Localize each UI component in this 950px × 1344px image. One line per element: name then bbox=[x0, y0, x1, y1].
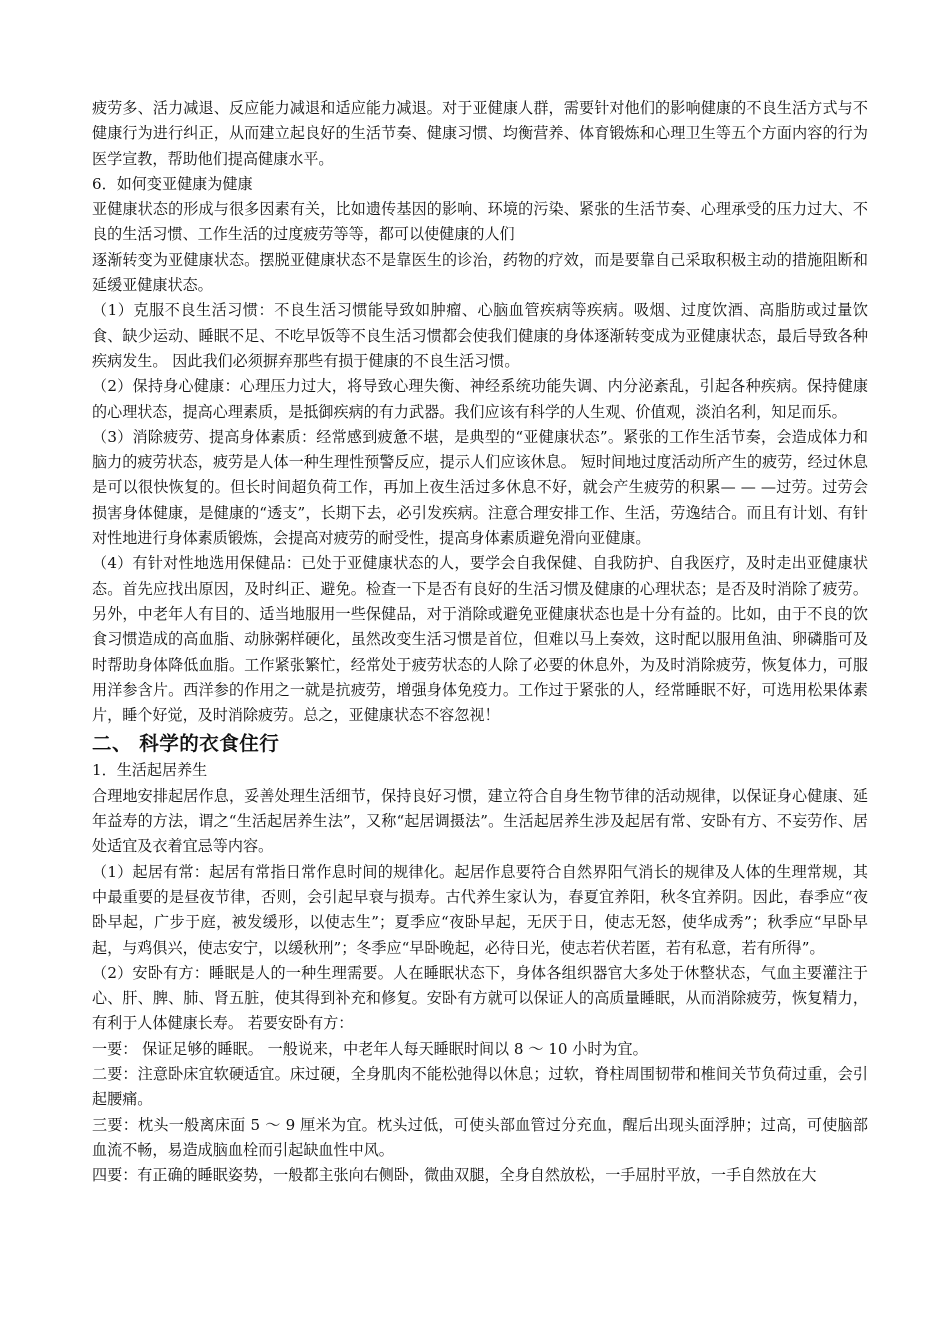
paragraph-causes-continued: 逐渐转变为亚健康状态。摆脱亚健康状态不是靠医生的诊治，药物的疗效，而是要靠自己采取积极主动的措施阻断和延缓亚健康状态。 bbox=[92, 250, 868, 295]
list-item-sleep-2: 二要：注意卧床宜软硬适宜。床过硬，全身肌肉不能松弛得以休息；过软，脊柱周围韧带和椎间关节负荷过重，会引起腰痛。 bbox=[92, 1064, 868, 1109]
paragraph-bad-habits: （1）克服不良生活习惯：不良生活习惯能导致如肿瘤、心脑血管疾病等疾病。吸烟、过度饮酒、高脂肪或过量饮食、缺少运动、睡眠不足、不吃早饭等不良生活习惯都会使我们健康的身体逐渐转变成为亚健康状态，最后导致各种疾病发生。 因此我们必须摒弃那些有损于健康的不良生活习惯。 bbox=[92, 301, 868, 370]
paragraph-regular-routine: （1）起居有常：起居有常指日常作息时间的规律化。起居作息要符合自然界阳气消长的规律及人体的生理常规，其中最重要的是昼夜节律，否则，会引起早衰与损寿。古代养生家认为，春夏宜养阳，秋冬宜养阴。因此，春季应“夜卧早起，广步于庭，被发缓形，以使志生”；夏季应“夜卧早起，无厌于日，使志无怒，使华成秀”；秋季应“早卧早起，与鸡俱兴，使志安宁，以缓秋刑”；冬季应“早卧晚起，必待日光，使志若伏若匿，若有私意，若有所得”。 bbox=[92, 862, 868, 957]
paragraph-daily-living-intro: 合理地安排起居作息，妥善处理生活细节，保持良好习惯，建立符合自身生物节律的活动规律，以保证身心健康、延年益寿的方法，谓之“生活起居养生法”，又称“起居调摄法”。生活起居养生涉及起居有常、安卧有方、不妄劳作、居处适宜及衣着宜忌等内容。 bbox=[92, 786, 868, 856]
paragraph-fatigue: （3）消除疲劳、提高身体素质：经常感到疲惫不堪，是典型的“亚健康状态”。紧张的工作生活节奏，会造成体力和脑力的疲劳状态，疲劳是人体一种生理性预警反应，提示人们应该休息。 短时间地过度活动所产生的疲劳，经过休息是可以很快恢复的。但长时间超负荷工作，再加上夜生活过多休息不好，就会产生疲劳的积累— — —过劳。过劳会损害身体健康，是健康的“透支”，长期下去，必引发疾病。注意合理安排工作、生活，劳逸结合。而且有计划、有针对性地进行身体素质锻炼，会提高对疲劳的耐受性，提高身体素质避免滑向亚健康。 bbox=[92, 427, 868, 548]
subheading-how-to-restore-health: 6．如何变亚健康为健康 bbox=[92, 174, 253, 193]
subheading-daily-living: 1．生活起居养生 bbox=[92, 761, 208, 780]
list-item-sleep-3: 三要：枕头一般离床面 5 ～ 9 厘米为宜。枕头过低，可使头部血管过分充血，醒后出现头面浮肿；过高，可使脑部血流不畅，易造成脑血栓而引起缺血性中风。 bbox=[92, 1115, 868, 1159]
list-item-sleep-1: 一要： 保证足够的睡眠。 一般说来，中老年人每天睡眠时间以 8 ～ 10 小时为宜。 bbox=[92, 1039, 648, 1058]
document-page bbox=[92, 96, 868, 1188]
section-heading: 二、 科学的衣食住行 bbox=[92, 732, 280, 756]
paragraph-mental-health: （2）保持身心健康：心理压力过大，将导致心理失衡、神经系统功能失调、内分泌紊乱，引起各种疾病。保持健康的心理状态，提高心理素质，是抵御疾病的有力武器。我们应该有科学的人生观、价值观，淡泊名利，知足而乐。 bbox=[92, 377, 868, 421]
paragraph-fatigue-intro: 疲劳多、活力减退、反应能力减退和适应能力减退。对于亚健康人群，需要针对他们的影响健康的不良生活方式与不健康行为进行纠正，从而建立起良好的生活节奏、健康习惯、均衡营养、体育锻炼和心理卫生等五个方面内容的行为医学宣教，帮助他们提高健康水平。 bbox=[92, 99, 868, 168]
paragraph-sleep: （2）安卧有方：睡眠是人的一种生理需要。人在睡眠状态下，身体各组织器官大多处于休整状态，气血主要灌注于心、肝、脾、肺、肾五脏，使其得到补充和修复。安卧有方就可以保证人的高质量睡眠，从而消除疲劳，恢复精力，有利于人体健康长寿。 若要安卧有方： bbox=[92, 963, 868, 1033]
list-item-sleep-4: 四要：有正确的睡眠姿势，一般都主张向右侧卧，微曲双腿，全身自然放松，一手屈肘平放，一手自然放在大 bbox=[92, 1166, 817, 1185]
paragraph-causes: 亚健康状态的形成与很多因素有关，比如遗传基因的影响、环境的污染、紧张的生活节奏、心理承受的压力过大、不良的生活习惯、工作生活的过度疲劳等等，都可以使健康的人们 bbox=[92, 200, 868, 244]
paragraph-supplements: （4）有针对性地选用保健品：已处于亚健康状态的人，要学会自我保健、自我防护、自我医疗，及时走出亚健康状态。首先应找出原因，及时纠正、避免。检查一下是否有良好的生活习惯及健康的心理状态；是否及时消除了疲劳。另外，中老年人有目的、适当地服用一些保健品，对于消除或避免亚健康状态也是十分有益的。比如，由于不良的饮食习惯造成的高血脂、动脉粥样硬化，虽然改变生活习惯是首位，但难以马上奏效，这时配以服用鱼油、卵磷脂可及时帮助身体降低血脂。工作紧张繁忙，经常处于疲劳状态的人除了必要的休息外，为及时消除疲劳，恢复体力，可服用洋参含片。西洋参的作用之一就是抗疲劳，增强身体免疫力。工作过于紧张的人，经常睡眠不好，可选用松果体素片，睡个好觉，及时消除疲劳。总之，亚健康状态不容忽视！ bbox=[92, 554, 868, 725]
